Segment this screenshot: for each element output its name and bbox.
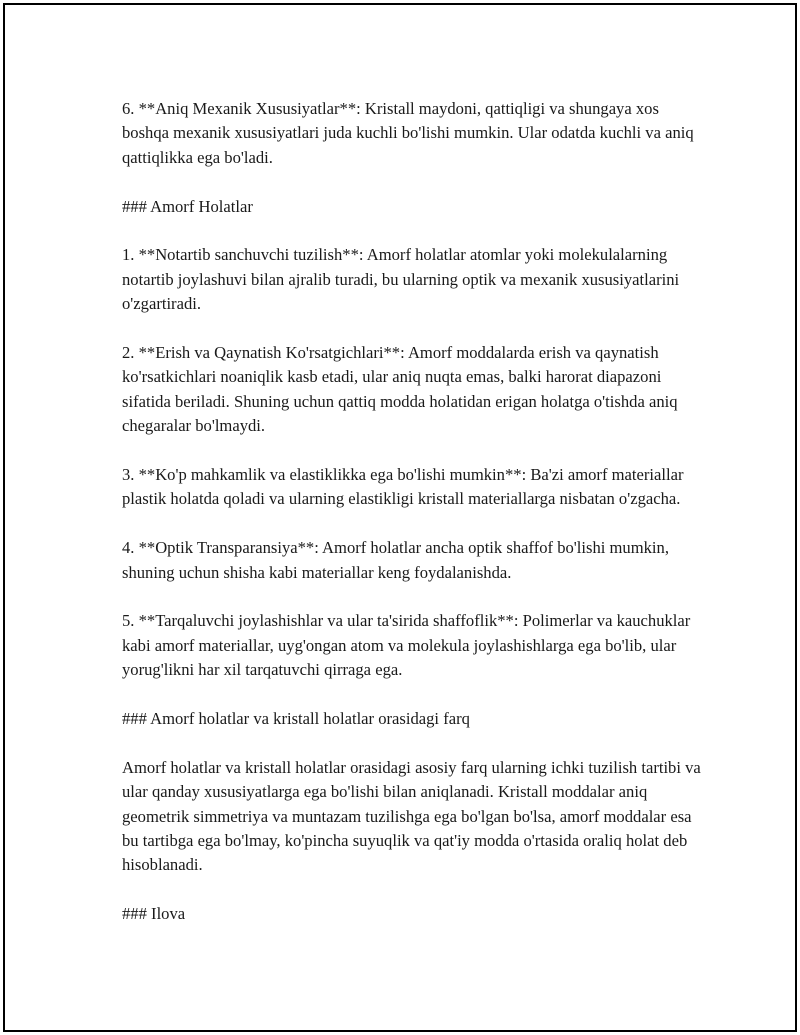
document-body (122, 97, 702, 927)
paragraph-scattering: 5. **Tarqaluvchi joylashishlar va ular ta'sirida shaffoflik**: Polimerlar va kauchuklar kabi amorf materiallar, uyg'ongan atom va molekula joylashishlarga ega bo'lib, ular yorug'likni har xil tarqatuvchi qirraga ega. (122, 611, 691, 680)
heading-difference: ### Amorf holatlar va kristall holatlar orasidagi farq (122, 709, 470, 729)
page-frame (3, 3, 797, 1032)
heading-amorphous-states: ### Amorf Holatlar (122, 196, 253, 216)
heading-appendix: ### Ilova (122, 904, 186, 924)
paragraph-optical-transparency: 4. **Optik Transparansiya**: Amorf holatlar ancha optik shaffof bo'lishi mumkin, shuning uchun shisha kabi materiallar keng foydalanishda. (122, 538, 669, 582)
paragraph-difference-explanation: Amorf holatlar va kristall holatlar orasidagi asosiy farq ularning ichki tuzilish tartibi va ular qanday xususiyatlarga ega bo'lishi bilan aniqlanadi. Kristall moddalar aniq geometrik simmetriya va muntazam tuzilishga ega bo'lgan bo'lsa, amorf moddalar esa bu tartibga ega bo'lmay, ko'pincha suyuqlik va qat'iy modda o'rtasida oraliq holat deb hisoblanadi. (122, 757, 701, 875)
paragraph-melting-boiling: 2. **Erish va Qaynatish Ko'rsatgichlari**: Amorf moddalarda erish va qaynatish ko'rsatkichlari noaniqlik kasb etadi, ular aniq nuqta emas, balki harorat diapazoni sifatida beriladi. Shuning uchun qattiq modda holatidan erigan holatga o'tishda aniq chegaralar bo'lmaydi. (122, 343, 678, 436)
paragraph-elasticity: 3. **Ko'p mahkamlik va elastiklikka ega bo'lishi mumkin**: Ba'zi amorf materiallar plastik holatda qoladi va ularning elastikligi kristall materiallarga nisbatan o'zgacha. (122, 465, 684, 509)
paragraph-mechanical-properties: 6. **Aniq Mexanik Xususiyatlar**: Kristall maydoni, qattiqligi va shungaya xos boshqa mexanik xususiyatlari juda kuchli bo'lishi mumkin. Ular odatda kuchli va aniq qattiqlikka ega bo'ladi. (122, 99, 694, 167)
paragraph-disordered-structure: 1. **Notartib sanchuvchi tuzilish**: Amorf holatlar atomlar yoki molekulalarning notartib joylashuvi bilan ajralib turadi, bu ularning optik va mexanik xususiyatlarini o'zgartiradi. (122, 245, 680, 314)
